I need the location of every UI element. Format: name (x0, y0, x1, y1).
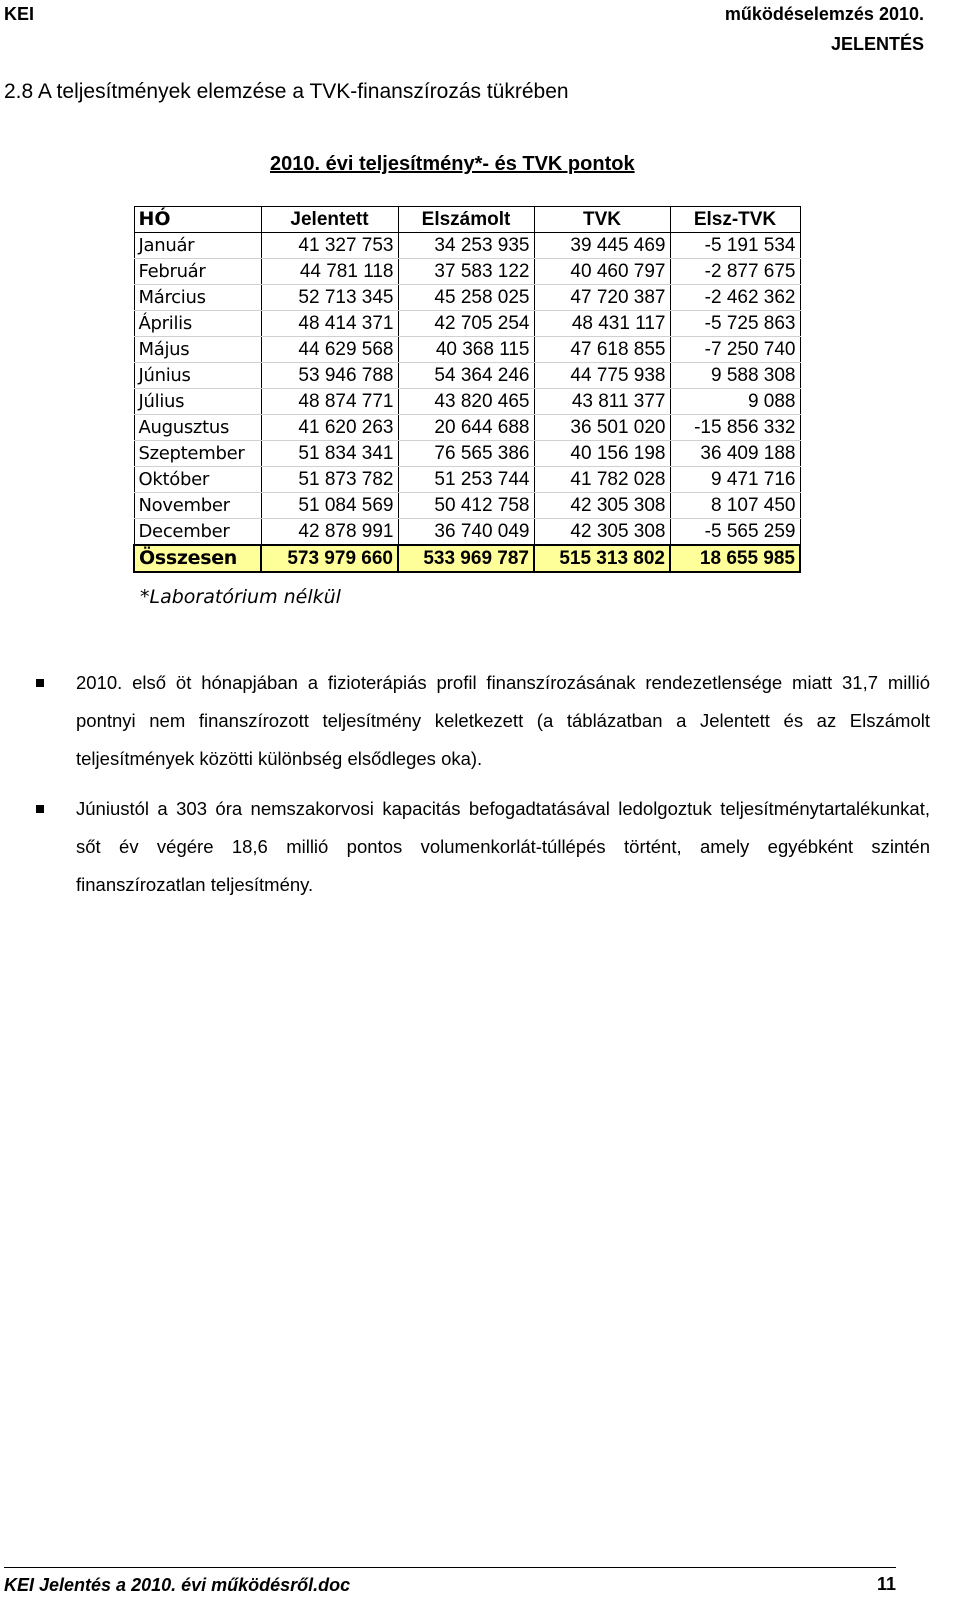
table-row (134, 285, 800, 311)
footer-filename: KEI Jelentés a 2010. évi működésről.doc (4, 1575, 351, 1595)
value-cell: -15 856 332 (670, 415, 800, 441)
value-cell: 43 811 377 (534, 389, 670, 415)
bullet-square-icon (36, 679, 44, 687)
value-cell: -7 250 740 (670, 337, 800, 363)
month-cell: Április (134, 311, 261, 337)
table-row (134, 441, 800, 467)
table-row (134, 493, 800, 519)
total-value: 515 313 802 (534, 545, 670, 572)
value-cell: 9 471 716 (670, 467, 800, 493)
table-title: 2010. évi teljesítmény*- és TVK pontok (270, 153, 635, 175)
table-row (134, 363, 800, 389)
value-cell: 9 088 (670, 389, 800, 415)
value-cell: 44 629 568 (261, 337, 398, 363)
footer-divider (4, 1567, 896, 1568)
month-cell: Március (134, 285, 261, 311)
bullet-square-icon (36, 805, 44, 813)
value-cell: -2 462 362 (670, 285, 800, 311)
month-cell: November (134, 493, 261, 519)
month-cell: Augusztus (134, 415, 261, 441)
value-cell: 44 775 938 (534, 363, 670, 389)
value-cell: 42 705 254 (398, 311, 534, 337)
table-row (134, 337, 800, 363)
section-title: 2.8 A teljesítmények elemzése a TVK-finanszírozás tükrében (4, 80, 569, 103)
value-cell: 53 946 788 (261, 363, 398, 389)
value-cell: 20 644 688 (398, 415, 534, 441)
value-cell: -2 877 675 (670, 259, 800, 285)
header-month: HÓ (134, 207, 261, 233)
value-cell: 44 781 118 (261, 259, 398, 285)
paragraph-text: Júniustól a 303 óra nemszakorvosi kapacitás befogadtatásával ledolgoztuk teljesítménytartalékunkat, sőt év végére 18,6 millió pontos volumenkorlát-túllépés történt, amely egyébként szintén finanszírozatlan teljesítmény. (76, 798, 930, 895)
table-row (134, 259, 800, 285)
value-cell: 36 501 020 (534, 415, 670, 441)
header-difference: Elsz-TVK (670, 207, 800, 233)
header-left: KEI (4, 4, 35, 24)
value-cell: 8 107 450 (670, 493, 800, 519)
month-cell: Szeptember (134, 441, 261, 467)
value-cell: 41 620 263 (261, 415, 398, 441)
value-cell: 51 253 744 (398, 467, 534, 493)
header-tvk: TVK (534, 207, 670, 233)
value-cell: 34 253 935 (398, 233, 534, 259)
value-cell: 47 618 855 (534, 337, 670, 363)
table-row (134, 389, 800, 415)
value-cell: 42 305 308 (534, 519, 670, 546)
value-cell: 51 873 782 (261, 467, 398, 493)
value-cell: 42 878 991 (261, 519, 398, 546)
table-total-row (134, 545, 800, 572)
month-cell: Május (134, 337, 261, 363)
value-cell: 42 305 308 (534, 493, 670, 519)
value-cell: 51 084 569 (261, 493, 398, 519)
page-number: 11 (876, 1574, 896, 1594)
value-cell: 76 565 386 (398, 441, 534, 467)
value-cell: 48 431 117 (534, 311, 670, 337)
month-cell: Február (134, 259, 261, 285)
value-cell: 43 820 465 (398, 389, 534, 415)
value-cell: 39 445 469 (534, 233, 670, 259)
total-value: 18 655 985 (670, 545, 800, 572)
table-row (134, 467, 800, 493)
value-cell: 41 782 028 (534, 467, 670, 493)
value-cell: 52 713 345 (261, 285, 398, 311)
performance-table (133, 206, 801, 573)
table-row (134, 415, 800, 441)
table-row (134, 233, 800, 259)
month-cell: Október (134, 467, 261, 493)
table-row (134, 519, 800, 546)
value-cell: 36 409 188 (670, 441, 800, 467)
header-accounted: Elszámolt (398, 207, 534, 233)
value-cell: 36 740 049 (398, 519, 534, 546)
value-cell: 40 460 797 (534, 259, 670, 285)
table-footnote: *Laboratórium nélkül (140, 586, 341, 608)
month-cell: Június (134, 363, 261, 389)
value-cell: 40 156 198 (534, 441, 670, 467)
value-cell: -5 725 863 (670, 311, 800, 337)
month-cell: Július (134, 389, 261, 415)
paragraph-1 (36, 664, 930, 778)
value-cell: 37 583 122 (398, 259, 534, 285)
paragraph-2 (36, 790, 930, 904)
paragraph-text: 2010. első öt hónapjában a fizioterápiás profil finanszírozásának rendezetlensége miatt 31,7 millió pontnyi nem finanszírozott teljesítmény keletkezett (a táblázatban a Jelentett és az Elszámolt teljesítmények közötti különbség elsődleges oka). (76, 672, 930, 769)
total-value: 573 979 660 (261, 545, 398, 572)
total-label: Összesen (134, 545, 261, 572)
value-cell: 47 720 387 (534, 285, 670, 311)
header-reported: Jelentett (261, 207, 398, 233)
header-right-subtitle: JELENTÉS (830, 34, 924, 54)
value-cell: 48 414 371 (261, 311, 398, 337)
table-row (134, 311, 800, 337)
header-right-title: működéselemzés 2010. (724, 4, 924, 24)
total-value: 533 969 787 (398, 545, 534, 572)
value-cell: -5 565 259 (670, 519, 800, 546)
value-cell: 40 368 115 (398, 337, 534, 363)
value-cell: -5 191 534 (670, 233, 800, 259)
value-cell: 51 834 341 (261, 441, 398, 467)
table-header-row (134, 207, 800, 233)
month-cell: Január (134, 233, 261, 259)
value-cell: 50 412 758 (398, 493, 534, 519)
value-cell: 9 588 308 (670, 363, 800, 389)
value-cell: 54 364 246 (398, 363, 534, 389)
value-cell: 48 874 771 (261, 389, 398, 415)
month-cell: December (134, 519, 261, 546)
value-cell: 41 327 753 (261, 233, 398, 259)
value-cell: 45 258 025 (398, 285, 534, 311)
